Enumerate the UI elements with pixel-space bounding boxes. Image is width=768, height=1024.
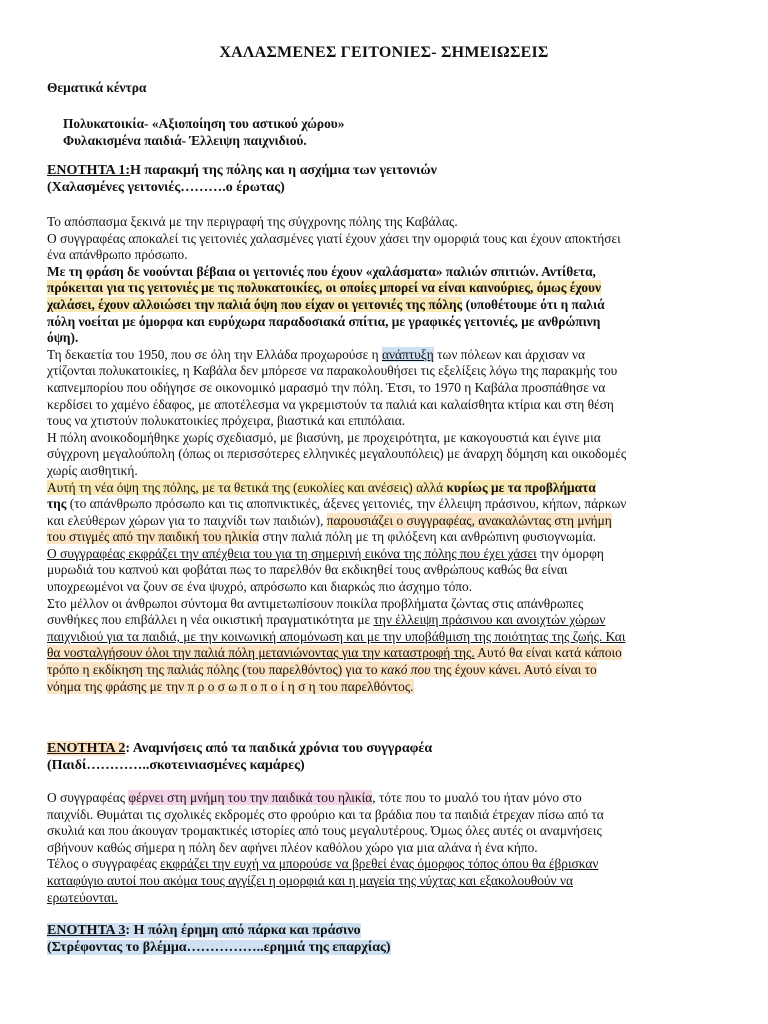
themes-heading: Θεματικά κέντρα — [47, 80, 147, 95]
highlighted-text: ανάπτυξη — [381, 346, 434, 362]
text-run: , τότε που το μυαλό του ήταν μόνο στο — [372, 790, 582, 805]
highlighted-text: νόημα της φράσης με την π ρ ο σ ω π ο π ο ί η σ η του παρελθόντος. — [47, 678, 414, 694]
paragraph: ένα απάνθρωπο πρόσωπο. — [47, 247, 188, 263]
paragraph: καπνεμπορίου που οδήγησε σε οικονομικό μαρασμό την πόλη. Έτσι, το 1970 η Καβάλα προσπάθησε να — [47, 379, 606, 395]
paragraph: Το απόσπασμα ξεκινά με την περιγραφή της σύγχρονης πόλης της Καβάλας. — [47, 214, 458, 229]
underlined-text: Ο συγγραφέας εκφράζει την απέχθεια του για τη σημερινή εικόνα της πόλης που έχει χάσει — [47, 545, 537, 561]
paragraph: χτίζονται πολυκατοικίες, η Καβάλα δεν μπόρεσε να παρακολουθήσει τις εξελίξεις λόγω της παρακμής του — [47, 363, 618, 379]
paragraph: χωρίς αισθητική. — [47, 462, 138, 478]
highlighted-text: της έχουν κάνει. Αυτό είναι το — [430, 662, 597, 678]
theme-item: Πολυκατοικία- «Αξιοποίηση του αστικού χώρου» — [63, 116, 345, 131]
highlighted-text: πρόκειται για τις γειτονιές με τις πολυκατοικίες, οι οποίες μπορεί να είναι καινούριες, όμως έχουν — [47, 280, 601, 296]
section-1-body — [47, 214, 715, 695]
text-run: Τέλος ο συγγραφέας — [47, 856, 161, 872]
section-2-header — [47, 740, 715, 774]
section-range: (Παιδί…………..σκοτεινιασμένες καμάρες) — [47, 758, 305, 773]
paragraph: Στο μέλλον οι άνθρωποι σύντομα θα αντιμετωπίσουν ποικίλα προβλήματα ζώντας στις απάνθρωπες — [47, 595, 584, 611]
highlighted-text: Αυτό θα είναι κατά κάποιο — [474, 645, 622, 661]
highlighted-text: του στιγμές από την παιδική του ηλικία — [47, 529, 259, 545]
highlighted-text: χαλάσει, έχουν αλλοιώσει την παλιά όψη που είχαν οι γειτονιές της πόλης — [47, 296, 463, 312]
theme-item: Φυλακισμένα παιδιά- Έλλειψη παιχνιδιού. — [63, 132, 307, 148]
paragraph: σβήνουν καθώς σήμερα η πόλη δεν αφήνει πλέον καθόλου χώρο για μια αλάνα ή ένα κήπο. — [47, 839, 538, 855]
text-run: των πόλεων και άρχισαν να — [433, 346, 586, 362]
highlighted-text: τρόπο η εκδίκηση της παλιάς πόλης (του παρελθόντος) για το — [47, 662, 381, 678]
section-label: ΕΝΟΤΗΤΑ 2 — [47, 741, 126, 756]
paragraph: μυρωδιά του καπνού και φοβάται πως το παρελθόν θα εκδικηθεί τους ανθρώπους καθώς θα είναι — [47, 562, 568, 578]
text-run: την όμορφη — [536, 545, 604, 561]
underlined-text: Και — [602, 628, 626, 644]
highlighted-text: κακό που — [380, 662, 431, 678]
section-2-body — [47, 790, 715, 906]
underlined-text: καταφύγιο αυτοί που ακόμα τους αγγίζει η ομορφιά και η μαγεία της νύχτας και εξακολουθούν να — [47, 872, 574, 888]
underlined-text: ερωτεύονται. — [47, 889, 118, 905]
section-title: : Αναμνήσεις από τα παιδικά χρόνια του συγγραφέα — [125, 741, 433, 756]
highlighted-text: φέρνει στη μνήμη του την παιδικά του ηλικία — [128, 790, 373, 805]
section-label: ΕΝΟΤΗΤΑ 1: — [47, 163, 131, 178]
section-range: (Χαλασμένες γειτονιές……….ο έρωτας) — [47, 180, 285, 195]
text-run: της — [47, 496, 67, 512]
text-run: (το απάνθρωπο πρόσωπο και τις αποπνικτικές, άξενες γειτονιές, την έλλειψη πράσινου, κήπων, πάρκων — [66, 496, 627, 512]
paragraph: κερδίσει το χαμένο έδαφος, με αποτέλεσμα να γκρεμιστούν τα παλιά και καλαίσθητα κτίρια και στη θέση — [47, 396, 614, 412]
themes-list — [63, 116, 731, 149]
section-label: ΕΝΟΤΗΤΑ 3 — [47, 923, 126, 938]
paragraph: Ο συγγραφέας αποκαλεί τις γειτονιές χαλασμένες γιατί έχουν χάσει την ομορφιά τους και έχουν αποκτήσει — [47, 230, 621, 246]
paragraph: σκυλιά και που άκουγαν τρομακτικές ιστορίες από τους μεγαλυτέρους. Όμως όλες αυτές οι αναμνήσεις — [47, 823, 602, 839]
underlined-text: την έλλειψη πράσινου και ανοιχτών χώρων — [373, 612, 606, 628]
text-run: (υποθέτουμε ότι η παλιά — [462, 296, 605, 312]
text-run: συνθήκες που επιβάλλει η νέα οικιστική πραγματικότητα με — [47, 612, 374, 628]
paragraph: όψη). — [47, 330, 79, 346]
section-1-header — [47, 162, 715, 196]
underlined-text: εκφράζει την ευχή να μπορούσε να βρεθεί ένας όμορφος τόπος όπου θα έβρισκαν — [160, 856, 599, 872]
paragraph: Η πόλη ανοικοδομήθηκε χωρίς σχεδιασμό, με βιασύνη, με προχειρότητα, με κακογουστιά και έγινε μια — [47, 429, 601, 445]
paragraph: τους να χτιστούν πολυκατοικίες πρόχειρα, βιαστικά και επιπόλαια. — [47, 413, 406, 429]
highlighted-text: κυρίως με τα προβλήματα — [446, 479, 596, 495]
text-run: στην παλιά πόλη με τη φιλόξενη και ανθρώπινη φυσιογνωμία. — [258, 529, 597, 545]
section-title: Η παρακμή της πόλης και η ασχήμια των γειτονιών — [130, 163, 437, 178]
themes-block — [47, 80, 715, 97]
document-title: ΧΑΛΑΣΜΕΝΕΣ ΓΕΙΤΟΝΙΕΣ- ΣΗΜΕΙΩΣΕΙΣ — [219, 44, 549, 61]
underlined-text: παιχνιδιού για τα παιδιά, με την κοινωνική απομόνωση και με την υποβάθμιση της ποιότητας της ζωής. — [47, 628, 603, 644]
section-title: : Η πόλη έρημη από πάρκα και πράσινο — [125, 923, 361, 938]
paragraph: υποχρεωμένοι να ζουν σε ένα ψυχρό, απρόσωπο και διαρκώς πιο άσχημο τόπο. — [47, 579, 473, 595]
highlighted-text: παρουσιάζει ο συγγραφέας, ανακαλώντας στη μνήμη — [326, 512, 612, 528]
paragraph: σύγχρονη μεγαλούπολη (όπως οι περισσότερες ελληνικές μεγαλουπόλεις) με άναρχη δόμηση και οικοδομές — [47, 446, 627, 462]
paragraph: Με τη φράση δε νοούνται βέβαια οι γειτονιές που έχουν «χαλάσματα» παλιών σπιτιών. Αντίθετα, — [47, 263, 596, 279]
section-range: (Στρέφοντας το βλέμμα……………..ερημιά της επαρχίας) — [47, 940, 391, 955]
text-run: και ελεύθερων χώρων για το παιχνίδι των παιδιών), — [47, 512, 327, 528]
text-run: Τη δεκαετία του 1950, που σε όλη την Ελλάδα προχωρούσε η — [47, 346, 382, 362]
highlighted-text: Αυτή τη νέα όψη της πόλης, με τα θετικά της (ευκολίες και ανέσεις) αλλά — [47, 479, 447, 495]
paragraph: παιχνίδι. Θυμάται τις σχολικές εκδρομές στο φρούριο και τα βράδια που τα παιδιά έτρεχαν πίσω από τα — [47, 806, 604, 822]
paragraph: πόλη νοείται με όμορφα και ευρύχωρα παραδοσιακά σπίτια, με γραφικές γειτονιές, με ανθρώπινη — [47, 313, 601, 329]
text-run: Ο συγγραφέας — [47, 790, 129, 805]
section-3-header — [47, 922, 715, 956]
highlighted-text: θα νοσταλγήσουν όλοι την παλιά πόλη μετανιώνοντας για την καταστροφή της. — [47, 645, 475, 661]
